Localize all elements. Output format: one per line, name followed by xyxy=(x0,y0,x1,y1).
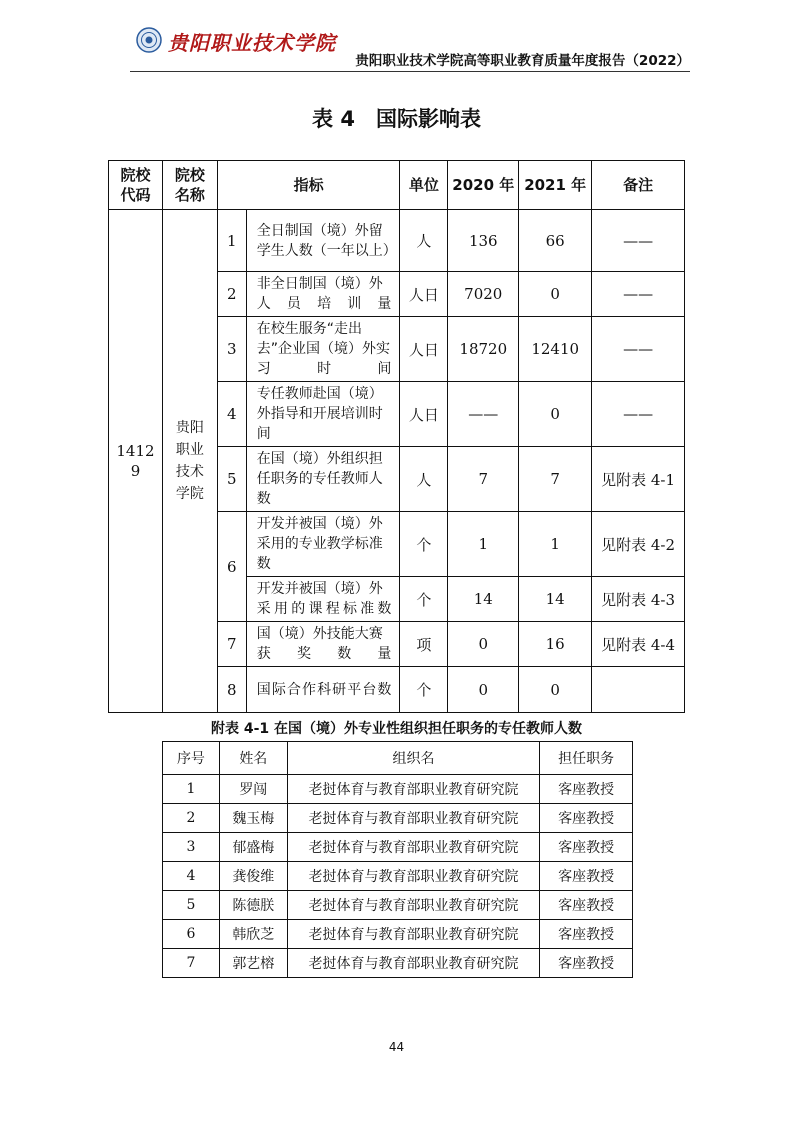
appendix-name-cell: 陈德朕 xyxy=(219,891,287,920)
indicator-cell: 专任教师赴国（境）外指导和开展培训时间 xyxy=(246,382,400,447)
appendix-position-cell: 客座教授 xyxy=(540,891,633,920)
value-2021-cell: 0 xyxy=(519,382,592,447)
value-2020-cell: 14 xyxy=(448,577,519,622)
appendix-position-cell: 客座教授 xyxy=(540,775,633,804)
international-impact-table xyxy=(108,160,685,713)
row-number: 3 xyxy=(217,317,246,382)
appendix-org-cell: 老挝体育与教育部职业教育研究院 xyxy=(287,949,539,978)
appendix-position-cell: 客座教授 xyxy=(540,833,633,862)
unit-cell: 人 xyxy=(400,447,448,512)
value-2020-cell: 136 xyxy=(448,210,519,272)
indicator-cell: 非全日制国（境）外人员培训量 xyxy=(246,272,400,317)
appendix-name-cell: 郁盛梅 xyxy=(219,833,287,862)
table-row xyxy=(109,210,685,272)
header-rule xyxy=(130,71,690,72)
logo-text: 贵阳职业技术学院 xyxy=(168,31,336,55)
value-2020-cell: 0 xyxy=(448,622,519,667)
note-cell: 见附表 4-4 xyxy=(592,622,685,667)
row-number: 1 xyxy=(217,210,246,272)
header-indicator: 指标 xyxy=(217,161,400,210)
unit-cell: 个 xyxy=(400,577,448,622)
value-2021-cell: 66 xyxy=(519,210,592,272)
row-number: 2 xyxy=(217,272,246,317)
value-2021-cell: 0 xyxy=(519,272,592,317)
value-2021-cell: 12410 xyxy=(519,317,592,382)
appendix-org-cell: 老挝体育与教育部职业教育研究院 xyxy=(287,862,539,891)
appendix-position-cell: 客座教授 xyxy=(540,949,633,978)
indicator-cell: 国际合作科研平台数 xyxy=(246,667,400,713)
header-note: 备注 xyxy=(592,161,685,210)
note-cell: 见附表 4-2 xyxy=(592,512,685,577)
value-2020-cell: 0 xyxy=(448,667,519,713)
note-cell: 见附表 4-1 xyxy=(592,447,685,512)
value-2020-cell: —— xyxy=(448,382,519,447)
appendix-no-cell: 4 xyxy=(163,862,220,891)
appendix-no-cell: 2 xyxy=(163,804,220,833)
unit-cell: 项 xyxy=(400,622,448,667)
appendix-row xyxy=(163,891,633,920)
value-2021-cell: 16 xyxy=(519,622,592,667)
appendix-row xyxy=(163,949,633,978)
appendix-header-no: 序号 xyxy=(163,742,220,775)
report-title: 贵阳职业技术学院高等职业教育质量年度报告（2022） xyxy=(355,53,690,69)
indicator-cell: 在国（境）外组织担任职务的专任教师人数 xyxy=(246,447,400,512)
value-2020-cell: 18720 xyxy=(448,317,519,382)
appendix-no-cell: 7 xyxy=(163,949,220,978)
note-cell: —— xyxy=(592,382,685,447)
appendix-title: 附表 4-1 在国（境）外专业性组织担任职务的专任教师人数 xyxy=(210,721,583,737)
appendix-position-cell: 客座教授 xyxy=(540,804,633,833)
school-seal-icon xyxy=(136,27,162,53)
note-cell: 见附表 4-3 xyxy=(592,577,685,622)
unit-cell: 人日 xyxy=(400,272,448,317)
appendix-org-cell: 老挝体育与教育部职业教育研究院 xyxy=(287,920,539,949)
unit-cell: 人日 xyxy=(400,317,448,382)
appendix-table xyxy=(162,741,633,978)
row-number: 8 xyxy=(217,667,246,713)
indicator-cell: 开发并被国（境）外采用的专业教学标准数 xyxy=(246,512,400,577)
appendix-no-cell: 3 xyxy=(163,833,220,862)
appendix-name-cell: 罗闯 xyxy=(219,775,287,804)
appendix-name-cell: 韩欣芝 xyxy=(219,920,287,949)
appendix-no-cell: 5 xyxy=(163,891,220,920)
indicator-cell: 国（境）外技能大赛获奖数量 xyxy=(246,622,400,667)
value-2021-cell: 14 xyxy=(519,577,592,622)
appendix-name-cell: 魏玉梅 xyxy=(219,804,287,833)
header-school-code: 院校 代码 xyxy=(109,161,163,210)
appendix-header-name: 姓名 xyxy=(219,742,287,775)
value-2021-cell: 0 xyxy=(519,667,592,713)
table-title: 表 4 国际影响表 xyxy=(312,107,481,131)
appendix-org-cell: 老挝体育与教育部职业教育研究院 xyxy=(287,833,539,862)
unit-cell: 人日 xyxy=(400,382,448,447)
value-2020-cell: 7020 xyxy=(448,272,519,317)
unit-cell: 人 xyxy=(400,210,448,272)
header-2020: 2020 年 xyxy=(448,161,519,210)
appendix-no-cell: 6 xyxy=(163,920,220,949)
row-number: 6 xyxy=(217,512,246,622)
appendix-row xyxy=(163,833,633,862)
indicator-cell: 全日制国（境）外留学生人数（一年以上） xyxy=(246,210,400,272)
school-code-cell: 1412 9 xyxy=(109,210,163,713)
note-cell: —— xyxy=(592,210,685,272)
indicator-cell: 在校生服务“走出去”企业国（境）外实习时间 xyxy=(246,317,400,382)
appendix-header-org: 组织名 xyxy=(287,742,539,775)
note-cell: —— xyxy=(592,317,685,382)
note-cell xyxy=(592,667,685,713)
value-2021-cell: 7 xyxy=(519,447,592,512)
unit-cell: 个 xyxy=(400,512,448,577)
appendix-row xyxy=(163,920,633,949)
appendix-name-cell: 龚俊维 xyxy=(219,862,287,891)
appendix-org-cell: 老挝体育与教育部职业教育研究院 xyxy=(287,775,539,804)
header-2021: 2021 年 xyxy=(519,161,592,210)
header-unit: 单位 xyxy=(400,161,448,210)
row-number: 4 xyxy=(217,382,246,447)
page-header xyxy=(130,24,690,72)
appendix-no-cell: 1 xyxy=(163,775,220,804)
table-header-row xyxy=(109,161,685,210)
appendix-position-cell: 客座教授 xyxy=(540,920,633,949)
value-2020-cell: 1 xyxy=(448,512,519,577)
appendix-row xyxy=(163,775,633,804)
appendix-name-cell: 郭艺榕 xyxy=(219,949,287,978)
row-number: 5 xyxy=(217,447,246,512)
appendix-position-cell: 客座教授 xyxy=(540,862,633,891)
row-number: 7 xyxy=(217,622,246,667)
school-logo xyxy=(136,27,346,57)
page-number: 44 xyxy=(388,1040,405,1054)
header-school-name: 院校 名称 xyxy=(162,161,217,210)
appendix-row xyxy=(163,804,633,833)
appendix-org-cell: 老挝体育与教育部职业教育研究院 xyxy=(287,891,539,920)
unit-cell: 个 xyxy=(400,667,448,713)
appendix-header-position: 担任职务 xyxy=(540,742,633,775)
indicator-cell: 开发并被国（境）外采用的课程标准数 xyxy=(246,577,400,622)
appendix-org-cell: 老挝体育与教育部职业教育研究院 xyxy=(287,804,539,833)
appendix-row xyxy=(163,862,633,891)
note-cell: —— xyxy=(592,272,685,317)
value-2020-cell: 7 xyxy=(448,447,519,512)
value-2021-cell: 1 xyxy=(519,512,592,577)
appendix-header-row xyxy=(163,742,633,775)
school-name-cell: 贵阳 职业 技术 学院 xyxy=(162,210,217,713)
